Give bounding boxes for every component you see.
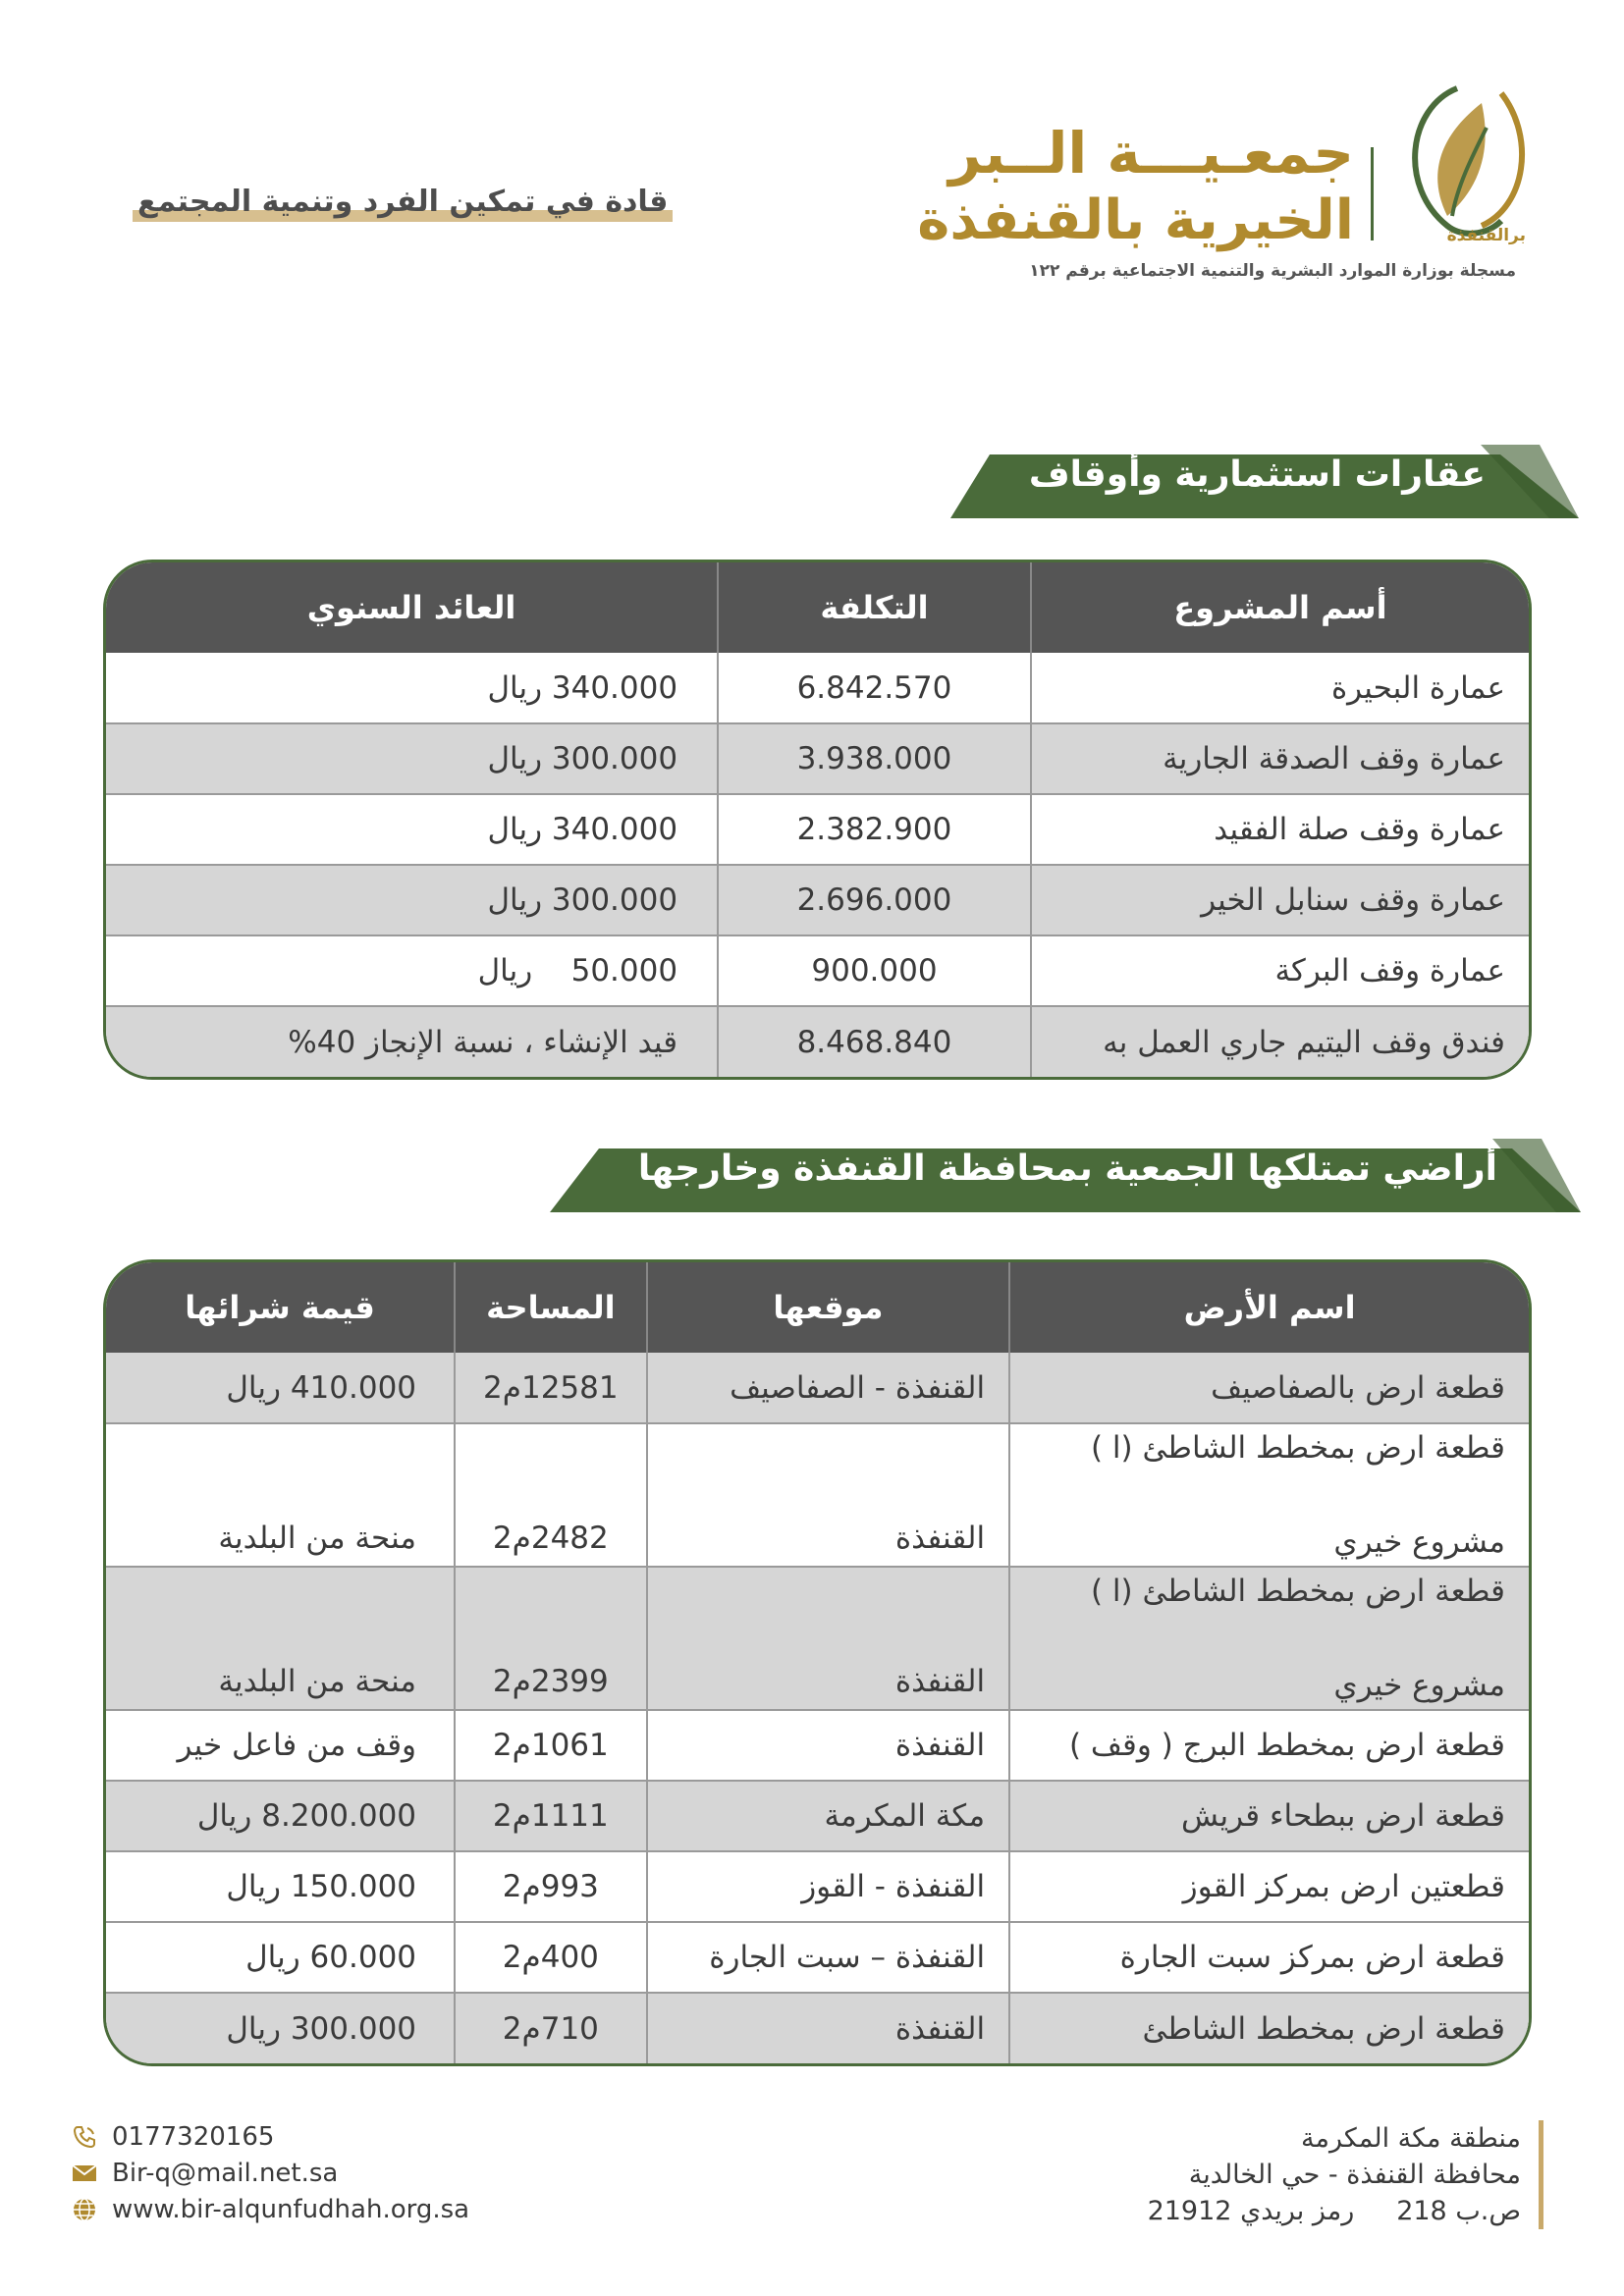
table-row: [106, 1423, 1529, 1567]
table-row: [106, 935, 1529, 1006]
website-link[interactable]: www.bir-alqunfudhah.org.sa: [112, 2194, 470, 2224]
col-header-annual-return: العائد السنوي: [106, 562, 718, 653]
land-value: 410.000 ريال: [106, 1353, 455, 1423]
email-icon: [71, 2160, 98, 2187]
land-area: 2482م2: [455, 1423, 647, 1567]
land-value: منحة من البلدية: [106, 1423, 455, 1567]
land-location: القنفذة: [647, 1993, 1009, 2063]
land-value: منحة من البلدية: [106, 1567, 455, 1710]
postal-line: [1148, 2193, 1521, 2229]
project-name: فندق وقف اليتيم جاري العمل به: [1031, 1006, 1529, 1077]
table-row: [106, 1781, 1529, 1851]
address-block: [1148, 2120, 1543, 2229]
land-name: قطعتين ارض بمركز القوز: [1009, 1851, 1529, 1922]
po-box-label: ص.ب: [1455, 2196, 1521, 2226]
project-cost: 2.696.000: [718, 865, 1031, 935]
phone-line: [71, 2118, 469, 2155]
address-district: محافظة القنفذة - حي الخالدية: [1188, 2160, 1521, 2190]
project-return: 300.000 ريال: [106, 865, 718, 935]
section2-title: أراضي تمتلكها الجمعية بمحافظة القنفذة وخارجها: [637, 1148, 1497, 1189]
table-row: [106, 794, 1529, 865]
land-name-cell: [1009, 1423, 1529, 1567]
project-name: عمارة وقف الصدقة الجارية: [1031, 723, 1529, 794]
land-name: قطعة ارض بالصفاصيف: [1009, 1353, 1529, 1423]
phone-icon: [71, 2123, 98, 2151]
org-name-line2: الخيرية بالقنفذة: [917, 188, 1354, 252]
section2-banner: [550, 1139, 1581, 1212]
project-name: عمارة وقف البركة: [1031, 935, 1529, 1006]
postal-code: 21912: [1147, 2196, 1232, 2226]
land-area: 400م2: [455, 1922, 647, 1993]
project-return: قيد الإنشاء ، نسبة الإنجاز 40%: [106, 1006, 718, 1077]
land-location: القنفذة: [647, 1423, 1009, 1567]
section1-banner: [950, 445, 1579, 518]
project-return: 340.000 ريال: [106, 794, 718, 865]
project-return: 300.000 ريال: [106, 723, 718, 794]
postal-label: رمز بريدي: [1240, 2196, 1355, 2226]
globe-icon: [71, 2196, 98, 2223]
land-location: القنفذة - الصفاصيف: [647, 1353, 1009, 1423]
land-value: 8.200.000 ريال: [106, 1781, 455, 1851]
email-link[interactable]: Bir-q@mail.net.sa: [112, 2158, 339, 2188]
land-location: القنفذة – سبت الجارة: [647, 1922, 1009, 1993]
land-name-note: مشروع خيري: [1333, 1668, 1505, 1703]
land-name: قطعة ارض بمخطط الشاطئ (ا ): [1090, 1430, 1505, 1466]
land-name: قطعة ارض بمخطط الشاطئ: [1009, 1993, 1529, 2063]
project-cost: 3.938.000: [718, 723, 1031, 794]
project-name: عمارة وقف سنابل الخير: [1031, 865, 1529, 935]
land-area: 710م2: [455, 1993, 647, 2063]
project-name: عمارة وقف صلة الفقيد: [1031, 794, 1529, 865]
table-row: [106, 1922, 1529, 1993]
land-value: وقف من فاعل خير: [106, 1710, 455, 1781]
project-return: 340.000 ريال: [106, 653, 718, 723]
phone-number[interactable]: 0177320165: [112, 2121, 275, 2152]
project-return: 50.000 ريال: [106, 935, 718, 1006]
table-row: [106, 865, 1529, 935]
land-location: القنفذة - القوز: [647, 1851, 1009, 1922]
col-header-land-name: اسم الأرض: [1009, 1262, 1529, 1353]
website-line: [71, 2191, 469, 2227]
col-header-location: موقعها: [647, 1262, 1009, 1353]
po-box: 218: [1396, 2196, 1447, 2226]
table-row: [106, 1006, 1529, 1077]
col-header-cost: التكلفة: [718, 562, 1031, 653]
table-row: [106, 1567, 1529, 1710]
email-line: [71, 2155, 469, 2191]
land-area: 1111م2: [455, 1781, 647, 1851]
project-cost: 8.468.840: [718, 1006, 1031, 1077]
table-row: [106, 653, 1529, 723]
logo-small-text: برالقنفذة: [1446, 226, 1526, 245]
registration-text: مسجلة بوزارة الموارد البشرية والتنمية الاجتماعية برقم ١٢٢: [1029, 261, 1516, 281]
project-cost: 900.000: [718, 935, 1031, 1006]
address-region: منطقة مكة المكرمة: [1301, 2123, 1521, 2154]
land-area: 1061م2: [455, 1710, 647, 1781]
land-location: القنفذة: [647, 1567, 1009, 1710]
logo: [917, 69, 1536, 304]
project-cost: 6.842.570: [718, 653, 1031, 723]
land-value: 60.000 ريال: [106, 1922, 455, 1993]
table-header-row: [106, 562, 1529, 653]
contact-info: [71, 2118, 469, 2227]
land-name: قطعة ارض ببطحاء قريش: [1009, 1781, 1529, 1851]
lands-table: [103, 1259, 1532, 2066]
land-location: مكة المكرمة: [647, 1781, 1009, 1851]
land-name: قطعة ارض بمركز سبت الجارة: [1009, 1922, 1529, 1993]
org-name-line1: جمعـيـــة الــبر: [948, 120, 1354, 187]
land-value: 300.000 ريال: [106, 1993, 455, 2063]
land-area: 993م2: [455, 1851, 647, 1922]
land-name-note: مشروع خيري: [1333, 1524, 1505, 1560]
table-row: [106, 1993, 1529, 2063]
section1-title: عقارات استثمارية وأوقاف: [1028, 454, 1486, 495]
table-row: [106, 1851, 1529, 1922]
land-name-cell: [1009, 1567, 1529, 1710]
land-name: قطعة ارض بمخطط البرج ( وقف ): [1009, 1710, 1529, 1781]
table-header-row: [106, 1262, 1529, 1353]
col-header-project-name: أسم المشروع: [1031, 562, 1529, 653]
project-name: عمارة البحيرة: [1031, 653, 1529, 723]
investment-table: [103, 560, 1532, 1080]
land-name: قطعة ارض بمخطط الشاطئ (ا ): [1090, 1574, 1505, 1609]
col-header-area: المساحة: [455, 1262, 647, 1353]
logo-divider: [1371, 147, 1374, 240]
slogan: قادة في تمكين الفرد وتنمية المجتمع: [137, 185, 669, 219]
land-area: 12581م2: [455, 1353, 647, 1423]
land-location: القنفذة: [647, 1710, 1009, 1781]
project-cost: 2.382.900: [718, 794, 1031, 865]
table-row: [106, 723, 1529, 794]
land-value: 150.000 ريال: [106, 1851, 455, 1922]
table-row: [106, 1710, 1529, 1781]
land-area: 2399م2: [455, 1567, 647, 1710]
col-header-purchase-value: قيمة شرائها: [106, 1262, 455, 1353]
table-row: [106, 1353, 1529, 1423]
